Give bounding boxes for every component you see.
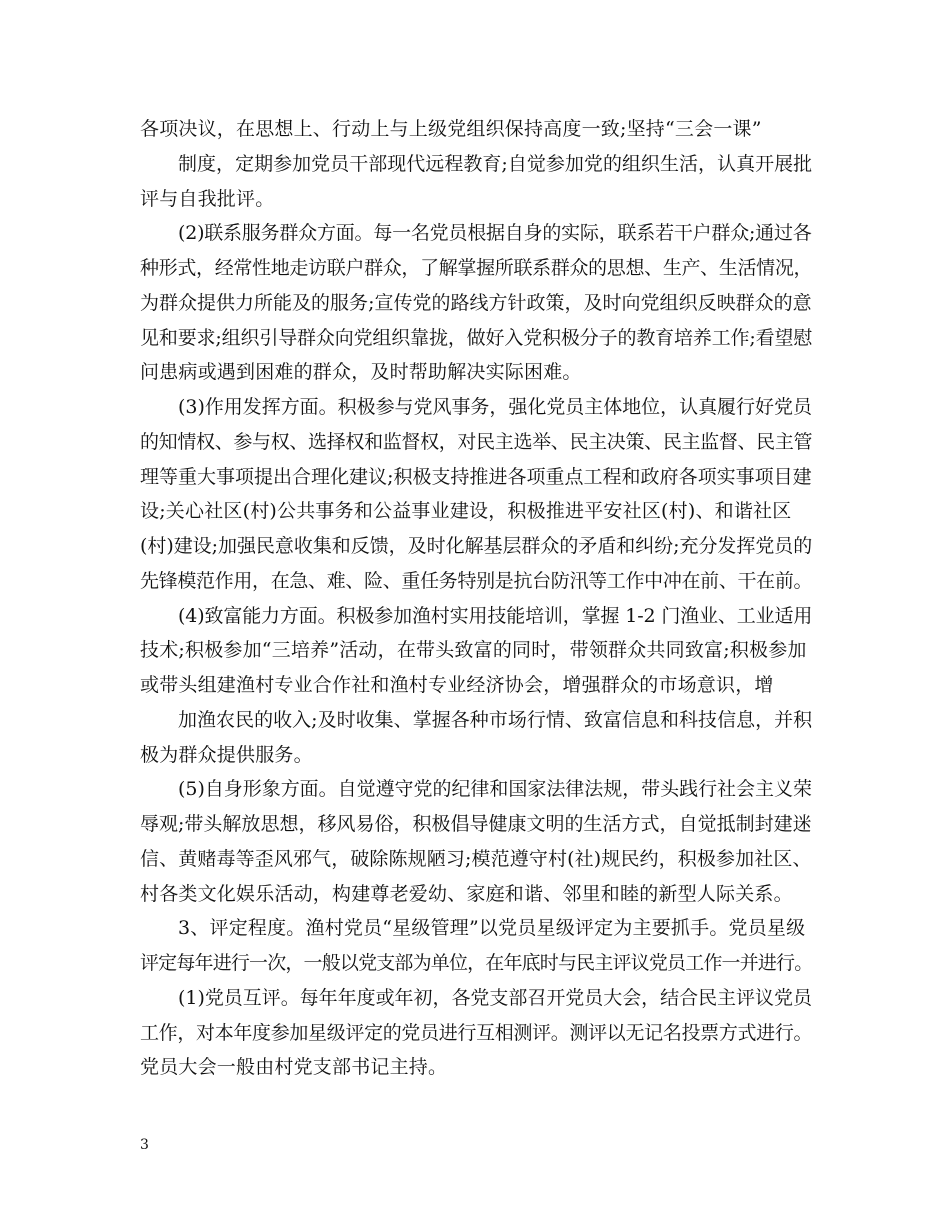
text-line: (村)建设;加强民意收集和反馈，及时化解基层群众的矛盾和纠纷;充分发挥党员的 — [140, 535, 813, 557]
text-line: 评与自我批评。 — [140, 187, 275, 210]
text-line: 种形式，经常性地走访联户群众，了解掌握所联系群众的思想、生产、生活情况， — [140, 257, 813, 279]
document-body — [140, 112, 812, 1085]
text-line: 工作，对本年度参加星级评定的党员进行互相测评。测评以无记名投票方式进行。 — [140, 1021, 813, 1044]
text-line: 问患病或遇到困难的群众，及时帮助解决实际困难。 — [140, 361, 582, 384]
text-line: 见和要求;组织引导群众向党组织靠拢，做好入党积极分子的教育培养工作;看望慰 — [140, 326, 813, 349]
text-line: 辱观;带头解放思想，移风易俗，积极倡导健康文明的生活方式，自觉抵制封建迷 — [140, 813, 812, 835]
text-line: (5)自身形象方面。自觉遵守党的纪律和国家法律法规，带头践行社会主义荣 — [178, 778, 812, 801]
text-line: (1)党员互评。每年年度或年初，各党支部召开党员大会，结合民主评议党员 — [178, 986, 812, 1009]
text-line: 设;关心社区(村)公共事务和公益事业建设，积极推进平安社区(村)、和谐社区 — [140, 500, 792, 523]
text-line: 极为群众提供服务。 — [140, 743, 313, 766]
text-line: 党员大会一般由村党支部书记主持。 — [140, 1056, 448, 1079]
text-line: 村各类文化娱乐活动，构建尊老爱幼、家庭和谐、邻里和睦的新型人际关系。 — [140, 882, 793, 905]
text-line: 3、评定程度。渔村党员“星级管理”以党员星级评定为主要抓手。党员星级 — [178, 917, 806, 940]
text-line: 制度，定期参加党员干部现代远程教育;自觉参加党的组织生活，认真开展批 — [178, 152, 813, 175]
text-line: 为群众提供力所能及的服务;宣传党的路线方针政策，及时向党组织反映群众的意 — [140, 291, 812, 314]
text-line: (3)作用发挥方面。积极参与党风事务，强化党员主体地位，认真履行好党员 — [178, 396, 812, 418]
page-number: 3 — [140, 1137, 149, 1153]
text-line: (4)致富能力方面。积极参加渔村实用技能培训，掌握 1-2 门渔业、工业适用 — [178, 604, 813, 627]
text-line: 理等重大事项提出合理化建议;积极支持推进各项重点工程和政府各项实事项目建 — [140, 465, 812, 488]
text-line: 或带头组建渔村专业合作社和渔村专业经济协会，增强群众的市场意识，增 — [140, 674, 774, 696]
text-line: 先锋模范作用，在急、难、险、重任务特别是抗台防汛等工作中冲在前、干在前。 — [140, 569, 813, 592]
text-line: 加渔农民的收入;及时收集、掌握各种市场行情、致富信息和科技信息，并积 — [178, 708, 813, 731]
text-line: 的知情权、参与权、选择权和监督权，对民主选举、民主决策、民主监督、民主管 — [140, 430, 813, 453]
text-line: 技术;积极参加“三培养”活动，在带头致富的同时，带领群众共同致富;积极参加 — [140, 639, 807, 662]
text-line: (2)联系服务群众方面。每一名党员根据自身的实际，联系若干户群众;通过各 — [178, 222, 812, 245]
text-line: 信、黄赌毒等歪风邪气，破除陈规陋习;模范遵守村(社)规民约，积极参加社区、 — [140, 847, 812, 870]
text-line: 评定每年进行一次，一般以党支部为单位，在年底时与民主评议党员工作一并进行。 — [140, 952, 813, 974]
text-line: 各项决议，在思想上、行动上与上级党组织保持高度一致;坚持“三会一课” — [140, 118, 762, 140]
